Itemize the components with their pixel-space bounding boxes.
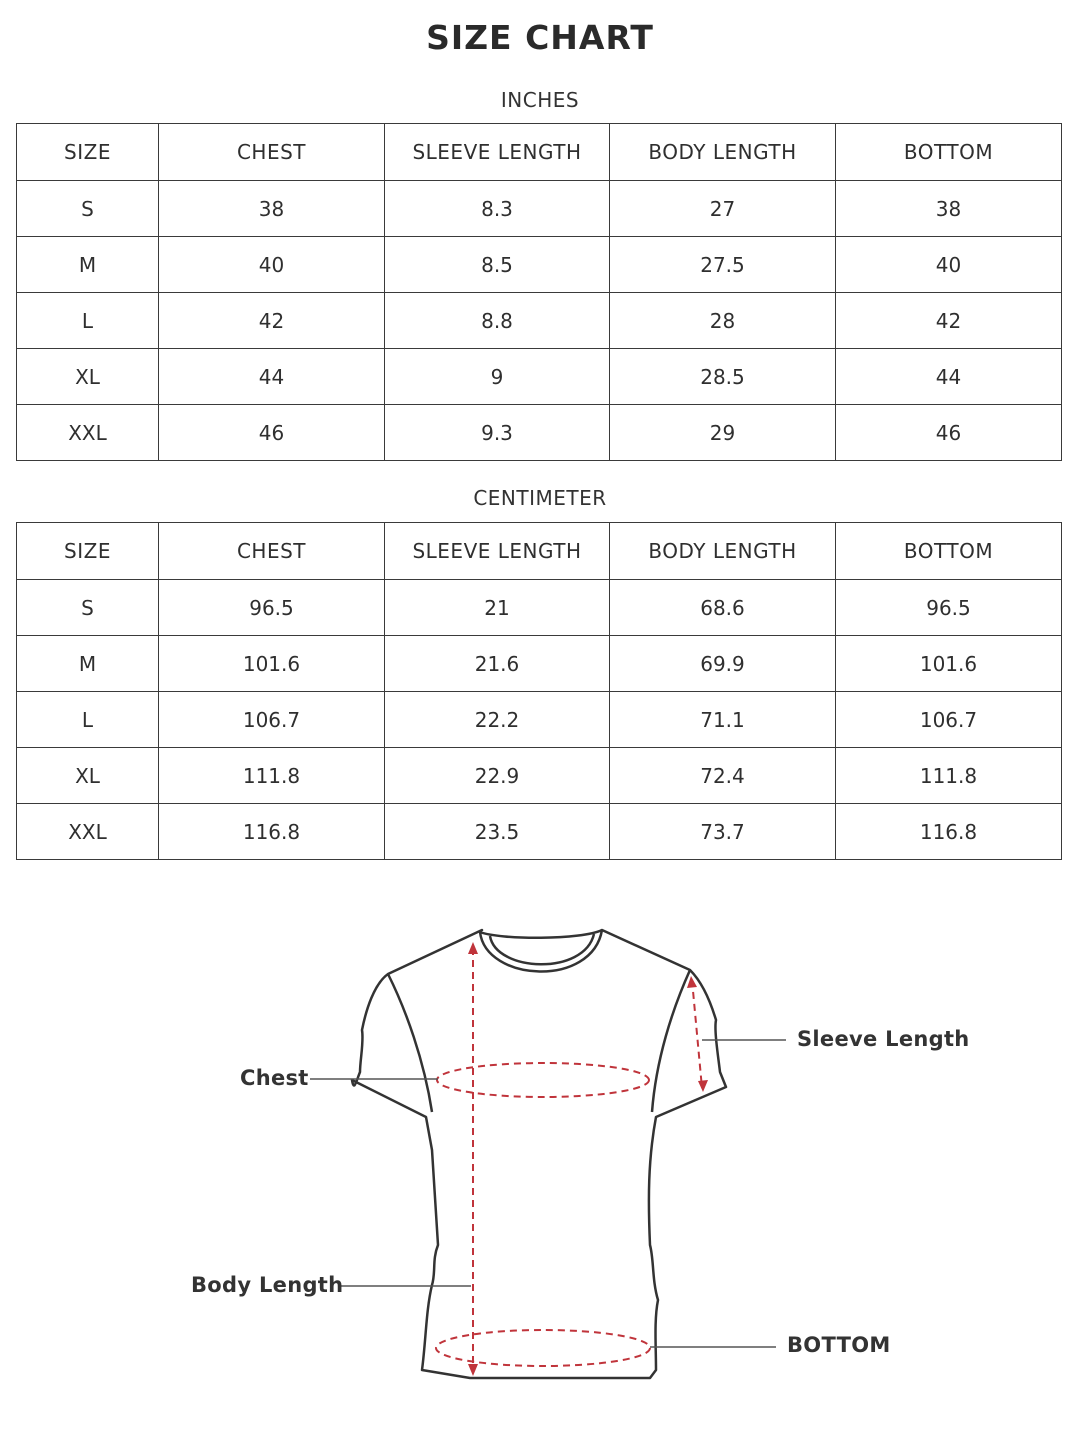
header-bottom: BOTTOM [836,124,1062,181]
size-cell: XL [17,748,159,804]
tshirt-illustration [0,900,1080,1420]
bottom-cell: 101.6 [836,636,1062,692]
body-cell: 69.9 [610,636,836,692]
table-row [17,349,1062,405]
sleeve-cell: 9.3 [385,405,610,461]
chest-cell: 38 [159,181,385,237]
bottom-cell: 116.8 [836,804,1062,860]
body-cell: 28 [610,293,836,349]
chest-cell: 44 [159,349,385,405]
header-size: SIZE [17,523,159,580]
size-cell: XL [17,349,159,405]
body-length-label: Body Length [191,1273,344,1297]
bottom-cell: 96.5 [836,580,1062,636]
sleeve-cell: 23.5 [385,804,610,860]
chest-label: Chest [240,1066,309,1090]
header-sleeve-length: SLEEVE LENGTH [385,523,610,580]
table-row [17,405,1062,461]
table-row [17,181,1062,237]
chest-cell: 40 [159,237,385,293]
body-cell: 72.4 [610,748,836,804]
bottom-label: BOTTOM [787,1333,891,1357]
size-cell: M [17,237,159,293]
sleeve-cell: 8.5 [385,237,610,293]
page-title: SIZE CHART [426,18,654,57]
body-cell: 71.1 [610,692,836,748]
chest-cell: 101.6 [159,636,385,692]
left-sleeve-seam [388,974,432,1112]
sleeve-length-label: Sleeve Length [797,1027,970,1051]
header-body-length: BODY LENGTH [610,124,836,181]
sleeve-arrow-bottom [698,1080,708,1092]
size-cell: M [17,636,159,692]
sleeve-cell: 9 [385,349,610,405]
bottom-measure-ellipse [436,1330,650,1366]
size-cell: XXL [17,405,159,461]
size-cell: S [17,580,159,636]
body-cell: 27 [610,181,836,237]
table-row [17,748,1062,804]
body-cell: 28.5 [610,349,836,405]
centimeter-header-row [17,523,1062,580]
inches-header-row [17,124,1062,181]
inches-caption: INCHES [500,88,580,112]
chest-cell: 106.7 [159,692,385,748]
body-length-arrow-bottom [468,1364,478,1376]
centimeter-table [16,522,1062,860]
header-body-length: BODY LENGTH [610,523,836,580]
table-row [17,804,1062,860]
size-cell: S [17,181,159,237]
size-cell: XXL [17,804,159,860]
size-cell: L [17,692,159,748]
sleeve-cell: 22.2 [385,692,610,748]
table-row [17,580,1062,636]
sleeve-cell: 21.6 [385,636,610,692]
chest-cell: 46 [159,405,385,461]
collar-top [480,930,602,938]
table-row [17,636,1062,692]
header-chest: CHEST [159,124,385,181]
bottom-cell: 106.7 [836,692,1062,748]
body-length-arrow-top [468,942,478,954]
sleeve-cell: 21 [385,580,610,636]
header-bottom: BOTTOM [836,523,1062,580]
bottom-cell: 42 [836,293,1062,349]
bottom-cell: 111.8 [836,748,1062,804]
sleeve-measure-line [692,980,702,1088]
header-size: SIZE [17,124,159,181]
bottom-cell: 40 [836,237,1062,293]
chest-cell: 42 [159,293,385,349]
body-cell: 27.5 [610,237,836,293]
bottom-cell: 44 [836,349,1062,405]
body-cell: 68.6 [610,580,836,636]
tshirt-outline [352,930,726,1378]
sleeve-cell: 8.3 [385,181,610,237]
tshirt-measurement-diagram [0,900,1080,1420]
body-cell: 29 [610,405,836,461]
bottom-cell: 46 [836,405,1062,461]
bottom-cell: 38 [836,181,1062,237]
chest-cell: 96.5 [159,580,385,636]
chest-cell: 116.8 [159,804,385,860]
header-chest: CHEST [159,523,385,580]
chest-measure-ellipse [437,1063,649,1097]
size-cell: L [17,293,159,349]
right-sleeve-seam [652,970,690,1112]
centimeter-caption: CENTIMETER [473,486,607,510]
header-sleeve-length: SLEEVE LENGTH [385,124,610,181]
body-cell: 73.7 [610,804,836,860]
sleeve-cell: 22.9 [385,748,610,804]
inches-table [16,123,1062,461]
table-row [17,692,1062,748]
table-row [17,237,1062,293]
chest-cell: 111.8 [159,748,385,804]
table-row [17,293,1062,349]
sleeve-cell: 8.8 [385,293,610,349]
